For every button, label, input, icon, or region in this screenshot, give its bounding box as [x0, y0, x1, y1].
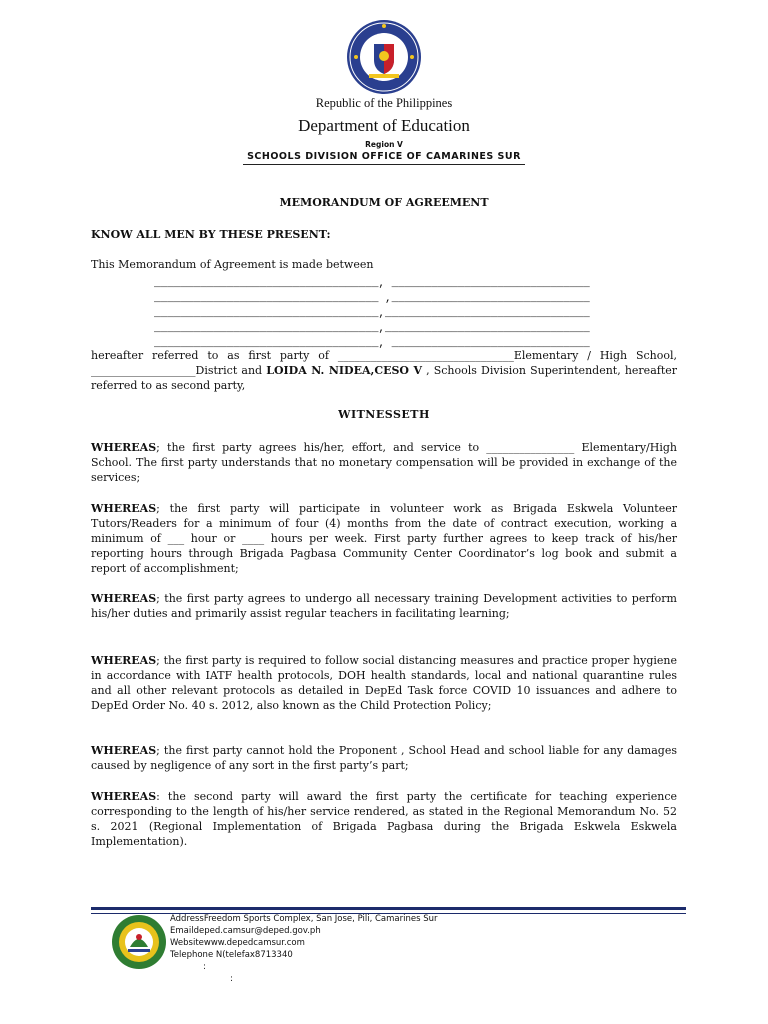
region-label: Region V: [365, 140, 403, 149]
footer-telephone: Telephone N(telefax8713340: [170, 950, 293, 960]
footer-colon: :: [203, 962, 206, 972]
superintendent-name: LOIDA N. NIDEA,CESO V: [266, 364, 422, 377]
whereas-label: WHEREAS: [91, 441, 157, 454]
whereas-text: : the second party will award the first party the certificate for teaching experience corresponding to the length of his/her service rendered, as stated in the Regional Memorandum No. 52 s. 2021 (Regional Implementation of Brigada Pagbasa during the Brigada Eskwela Eskwela Implementation).: [91, 790, 677, 848]
whereas-label: WHEREAS: [91, 790, 157, 803]
party-blank-line: __________________________________,_______________________________: [154, 308, 590, 320]
document-title: MEMORANDUM OF AGREEMENT: [279, 196, 489, 209]
footer-address: AddressFreedom Sports Complex, San Jose, Pili, Camarines Sur: [170, 914, 438, 924]
sdo-camarines-sur-logo-icon: [110, 913, 168, 971]
whereas-text: ; the first party is required to follow social distancing measures and practice proper hygiene in accordance with IATF health protocols, DOH health standards, local and national quarantine rules and all other relevant protocols as detailed in DepEd Task force COVID 10 issuances and adhere to DepEd Order No. 40 s. 2012, also known as the Child Protection Policy;: [91, 654, 677, 712]
whereas-text: ; the first party agrees to undergo all necessary training Development activities to perform his/her duties and primarily assist regular teachers in facilitating learning;: [91, 592, 677, 620]
footer-colon: :: [230, 974, 233, 984]
footer-website[interactable]: Websitewww.depedcamsur.com: [170, 938, 305, 948]
whereas-label: WHEREAS: [91, 502, 157, 515]
department-title: Department of Education: [298, 116, 470, 135]
whereas-label: WHEREAS: [91, 592, 157, 605]
whereas-paragraph: [91, 743, 677, 773]
referral-paragraph: [91, 348, 677, 393]
deped-seal-icon: [345, 18, 423, 96]
whereas-paragraph: [91, 501, 677, 576]
header-divider: [243, 164, 525, 165]
footer-contact-info: [170, 913, 590, 961]
republic-label: Republic of the Philippines: [315, 96, 453, 110]
party-blank-line: __________________________________,_______________________________: [154, 323, 590, 335]
party-blank-line: __________________________________, ______________________________: [154, 278, 590, 290]
whereas-paragraph: [91, 789, 677, 849]
whereas-label: WHEREAS: [91, 744, 157, 757]
referral-text-part1: hereafter referred to as first party of ________________________________Elementary / High School, ___________________District and: [91, 349, 677, 377]
made-between-text: This Memorandum of Agreement is made between: [91, 258, 374, 271]
whereas-label: WHEREAS: [91, 654, 157, 667]
footer-email[interactable]: Emaildeped.camsur@deped.gov.ph: [170, 926, 321, 936]
whereas-paragraph: [91, 591, 677, 621]
footer-rule: [91, 907, 686, 910]
whereas-text: ; the first party will participate in volunteer work as Brigada Eskwela Volunteer Tutors/Readers for a minimum of four (4) months from the date of contract execution, working a minimum of ___ hour or ____ hours per week. First party further agrees to keep track of his/her reporting hours through Brigada Pagbasa Community Center Coordinator’s log book and submit a report of accomplishment;: [91, 502, 677, 575]
referral-text-part2: , Schools Division Superintendent, hereafter referred to as second party,: [91, 364, 678, 392]
whereas-text: ; the first party agrees his/her, effort, and service to ________________ Elementary/High School. The first party understands that no monetary compensation will be provided in exchange of the services;: [91, 441, 677, 484]
whereas-paragraph: [91, 653, 677, 713]
division-label: SCHOOLS DIVISION OFFICE OF CAMARINES SUR: [247, 151, 521, 162]
party-blank-line: __________________________________ ,______________________________: [154, 293, 590, 305]
whereas-text: ; the first party cannot hold the Proponent , School Head and school liable for any damages caused by negligence of any sort in the first party’s part;: [91, 744, 677, 772]
party-blank-line: __________________________________, ______________________________: [154, 338, 590, 350]
whereas-paragraph: [91, 440, 677, 485]
witnesseth-heading: WITNESSETH: [338, 408, 430, 421]
know-all-heading: KNOW ALL MEN BY THESE PRESENT:: [91, 228, 331, 241]
